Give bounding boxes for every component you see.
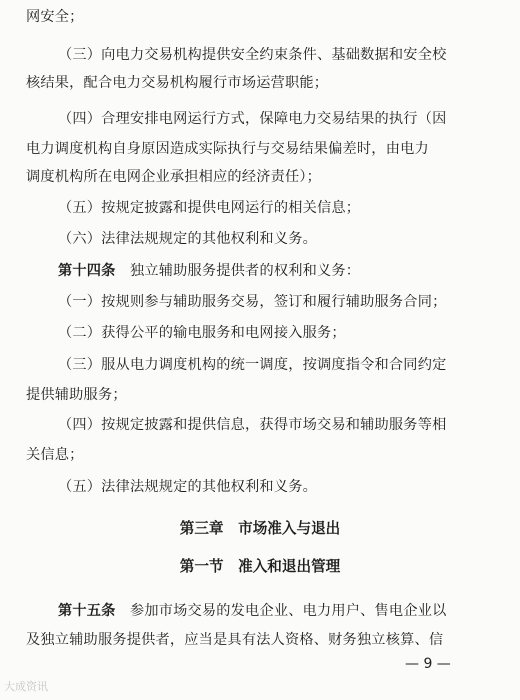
text-line: （三）向电力交易机构提供安全约束条件、基础数据和安全校: [58, 47, 447, 63]
text-line: （四）合理安排电网运行方式，保障电力交易结果的执行（因: [58, 111, 447, 127]
article-number: 第十五条: [58, 603, 116, 619]
text-line: 及独立辅助服务提供者，应当是具有法人资格、财务独立核算、信: [26, 632, 444, 648]
text-line: 关信息；: [26, 447, 84, 463]
text-line: 网安全；: [26, 9, 84, 25]
page-number: — 9 —: [405, 656, 451, 672]
text-line: （五）按规定披露和提供电网运行的相关信息；: [58, 200, 361, 216]
article-15-heading: 第十五条 参加市场交易的发电企业、电力用户、售电企业以: [58, 603, 447, 619]
chapter-heading: 第三章 市场准入与退出: [179, 520, 341, 537]
text-line: （五）法律法规规定的其他权利和义务。: [58, 479, 317, 495]
watermark: 大成资讯: [4, 680, 48, 693]
text-line: （四）按规定披露和提供信息，获得市场交易和辅助服务等相: [58, 417, 447, 433]
text-line: （二）获得公平的输电服务和电网接入服务；: [58, 325, 346, 341]
article-number: 第十四条: [58, 263, 116, 279]
text-line: 调度机构所在电网企业承担相应的经济责任）；: [26, 169, 322, 185]
article-14-heading: 第十四条 独立辅助服务提供者的权利和义务：: [58, 263, 361, 279]
text-line: （一）按规则参与辅助服务交易，签订和履行辅助服务合同；: [58, 294, 447, 310]
text-line: 提供辅助服务；: [26, 387, 127, 403]
text-line: 电力调度机构自身原因造成实际执行与交易结果偏差时，由电力: [26, 141, 429, 157]
text-line: （三）服从电力调度机构的统一调度，按调度指令和合同约定: [58, 357, 447, 373]
text-line: （六）法律法规规定的其他权利和义务。: [58, 231, 317, 247]
text-line: 核结果，配合电力交易机构履行市场运营职能；: [26, 75, 329, 91]
section-heading: 第一节 准入和退出管理: [179, 558, 341, 575]
